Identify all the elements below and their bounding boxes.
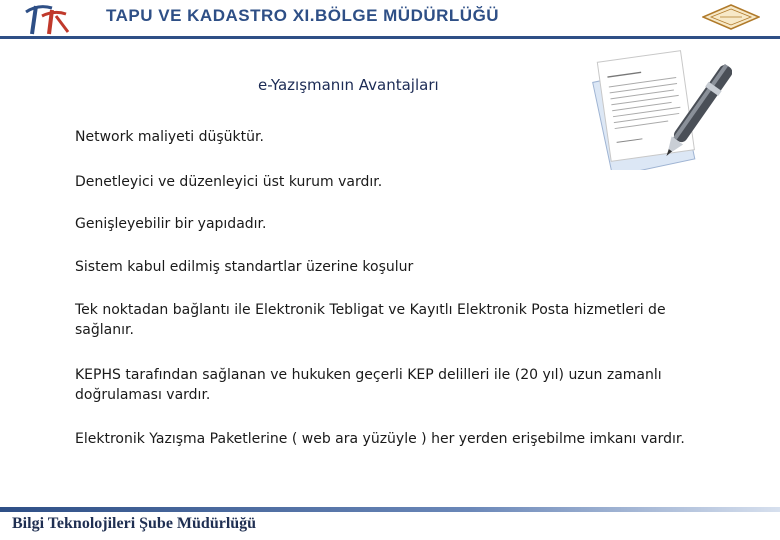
- header: [0, 0, 780, 40]
- list-item: Genişleyebilir bir yapıdadır.: [75, 216, 267, 232]
- header-title: TAPU VE KADASTRO XI.BÖLGE MÜDÜRLÜĞÜ: [106, 6, 500, 25]
- page-title: e-Yazışmanın Avantajları: [258, 76, 439, 94]
- tkgm-emblem-icon: [702, 4, 760, 30]
- list-item: Elektronik Yazışma Paketlerine ( web ara yüzüyle ) her yerden erişebilme imkanı vardır.: [75, 431, 685, 447]
- list-item: KEPHS tarafından sağlanan ve hukuken geçerli KEP delilleri ile (20 yıl) uzun zamanlı doğrulaması vardır.: [75, 367, 662, 403]
- list-item: Denetleyici ve düzenleyici üst kurum vardır.: [75, 174, 383, 190]
- list-item: Tek noktadan bağlantı ile Elektronik Tebligat ve Kayıtlı Elektronik Posta hizmetleri de sağlanır.: [75, 302, 666, 338]
- header-divider: [0, 36, 780, 39]
- footer-title: Bilgi Teknolojileri Şube Müdürlüğü: [12, 515, 257, 532]
- list-item: Sistem kabul edilmiş standartlar üzerine koşulur: [75, 259, 414, 275]
- list-item: Network maliyeti düşüktür.: [75, 129, 264, 145]
- footer-divider: [0, 507, 780, 512]
- letter-and-pen-icon: [586, 42, 732, 170]
- tk-logo-icon: [22, 2, 72, 36]
